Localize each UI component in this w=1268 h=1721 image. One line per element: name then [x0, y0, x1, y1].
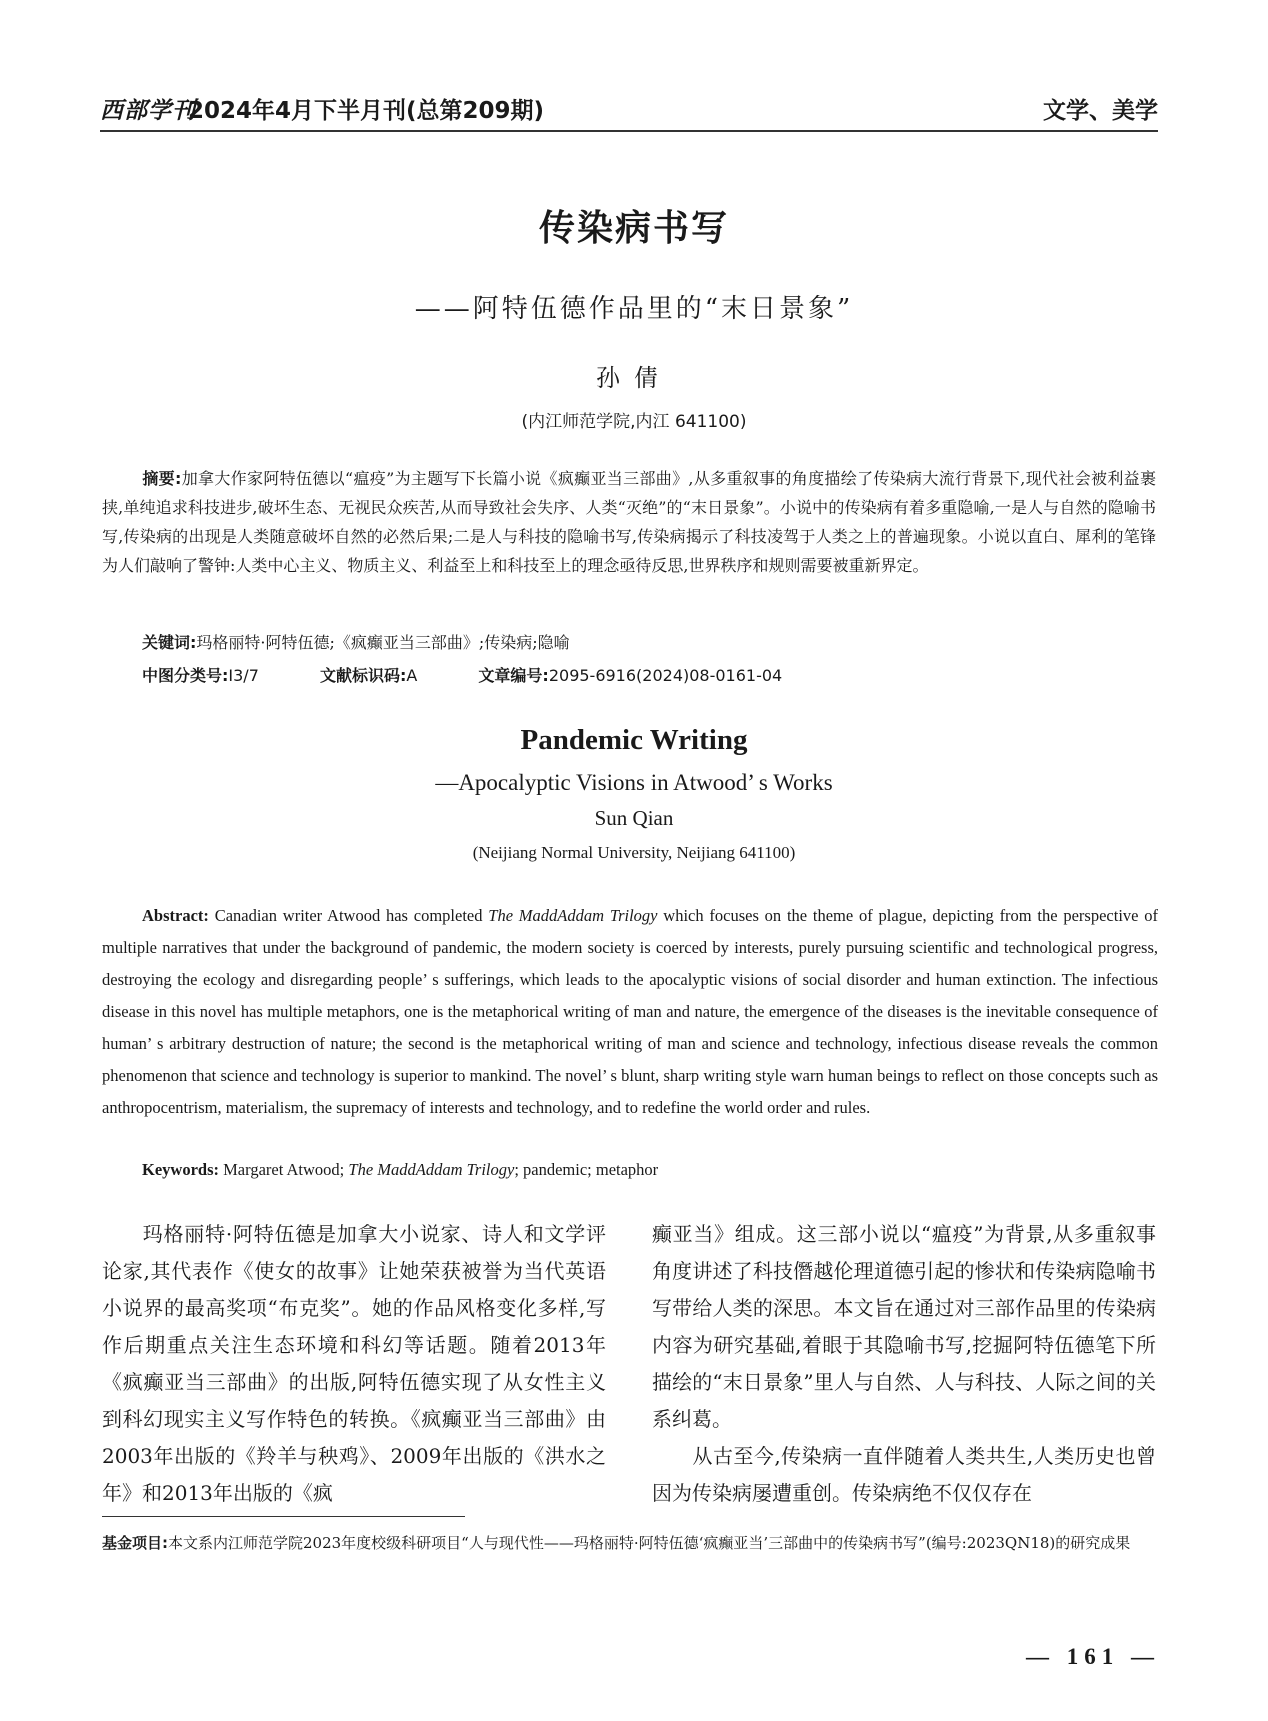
body-paragraph: 从古至今,传染病一直伴随着人类共生,人类历史也曾因为传染病屡遭重创。传染病绝不仅仅存在 — [652, 1444, 1156, 1505]
abstract-en-text-1: Canadian writer Atwood has completed — [214, 906, 483, 925]
english-title: Pandemic Writing — [520, 724, 748, 756]
footnote-rule — [102, 1516, 465, 1517]
keywords-en — [142, 1160, 658, 1180]
abstract-en — [102, 900, 1158, 1124]
doc-code: 文献标识码:A — [319, 666, 418, 685]
keywords-en-label: Keywords: — [142, 1160, 219, 1179]
issue-info: 2024年4月下半月刊(总第209期) — [188, 98, 545, 124]
english-subtitle: —Apocalyptic Visions in Atwood’ s Works — [435, 770, 833, 795]
footnote-label: 基金项目: — [102, 1534, 168, 1552]
keywords-cn-text: 玛格丽特·阿特伍德;《疯癫亚当三部曲》;传染病;隐喻 — [196, 633, 570, 652]
body-column-right — [652, 1216, 1156, 1512]
english-author: Sun Qian — [594, 806, 674, 830]
running-header — [100, 88, 1158, 128]
article-subtitle: ——阿特伍德作品里的“末日景象” — [414, 294, 854, 324]
abstract-en-label: Abstract: — [142, 906, 209, 925]
english-affiliation: (Neijiang Normal University, Neijiang 641100) — [472, 843, 796, 862]
clc-code: 中图分类号:I3/7 — [142, 666, 259, 685]
abstract-cn — [102, 464, 1156, 580]
page-number: — 161 — — [1026, 1644, 1160, 1669]
header-rule — [100, 130, 1158, 132]
keywords-en-text-1: Margaret Atwood; — [223, 1160, 345, 1179]
journal-logo: 西部学刊 — [100, 97, 196, 124]
body-paragraph: 癫亚当》组成。这三部小说以“瘟疫”为背景,从多重叙事角度讲述了科技僭越伦理道德引起的惨状和传染病隐喻书写带给人类的深思。本文旨在通过对三部作品里的传染病内容为研究基础,着眼于其隐喻书写,挖掘阿特伍德笔下所描绘的“末日景象”里人与自然、人与科技、人际之间的关系纠葛。 — [652, 1222, 1156, 1431]
abstract-cn-label: 摘要: — [142, 469, 182, 488]
author-affiliation: (内江师范学院,内江 641100) — [521, 412, 747, 432]
keywords-cn — [142, 630, 570, 653]
article-title: 传染病书写 — [538, 208, 729, 249]
keywords-cn-label: 关键词: — [142, 633, 197, 652]
abstract-cn-text: 加拿大作家阿特伍德以“瘟疫”为主题写下长篇小说《疯癫亚当三部曲》,从多重叙事的角度描绘了传染病大流行背景下,现代社会被利益裹挟,单纯追求科技进步,破坏生态、无视民众疾苦,从而导致社会失序、人类“灭绝”的“末日景象”。小说中的传染病有着多重隐喻,一是人与自然的隐喻书写,传染病的出现是人类随意破坏自然的必然后果;二是人与科技的隐喻书写,传染病揭示了科技凌驾于人类之上的普遍现象。小说以直白、犀利的笔锋为人们敲响了警钟:人类中心主义、物质主义、利益至上和科技至上的理念亟待反思,世界秩序和规则需要被重新界定。 — [102, 469, 1156, 575]
author-name: 孙倩 — [596, 364, 672, 392]
footnote-text: 本文系内江师范学院2023年度校级科研项目“人与现代性——玛格丽特·阿特伍德‘疯癫亚当’三部曲中的传染病书写”(编号:2023QN18)的研究成果 — [168, 1534, 1131, 1552]
abstract-en-text-2: which focuses on the theme of plague, depicting from the perspective of multiple narratives that under the background of pandemic, the modern society is coerced by interests, purely pursuing scientific and technological progress, destroying the ecology and disregarding people’ s sufferings, which leads to the apocalyptic visions of social disorder and human extinction. The infectious disease in this novel has multiple metaphors, one is the metaphorical writing of man and nature, the emergence of the diseases is the inevitable consequence of human’ s arbitrary destruction of nature; the second is the metaphorical writing of man and science and technology, infectious disease reveals the common phenomenon that science and technology is superior to mankind. The novel’ s blunt, sharp writing style warn human beings to reflect on those concepts such as anthropocentrism, materialism, the supremacy of interests and technology, and to redefine the world order and rules. — [102, 906, 1159, 1117]
body-column-left — [102, 1216, 606, 1512]
section-name: 文学、美学 — [1043, 98, 1158, 124]
keywords-en-book-title: The MaddAddam Trilogy — [348, 1160, 515, 1179]
article-number: 文章编号:2095-6916(2024)08-0161-04 — [478, 666, 783, 685]
body-paragraph: 玛格丽特·阿特伍德是加拿大小说家、诗人和文学评论家,其代表作《使女的故事》让她荣获被誉为当代英语小说界的最高奖项“布克奖”。她的作品风格变化多样,写作后期重点关注生态环境和科幻等话题。随着2013年《疯癫亚当三部曲》的出版,阿特伍德实现了从女性主义到科幻现实主义写作特色的转换。《疯癫亚当三部曲》由2003年出版的《羚羊与秧鸡》、2009年出版的《洪水之年》和2013年出版的《疯 — [102, 1222, 606, 1505]
abstract-en-book-title: The MaddAddam Trilogy — [488, 906, 658, 925]
keywords-en-text-2: ; pandemic; metaphor — [514, 1160, 659, 1179]
funding-footnote — [102, 1528, 1156, 1558]
classification-row — [142, 663, 1142, 686]
